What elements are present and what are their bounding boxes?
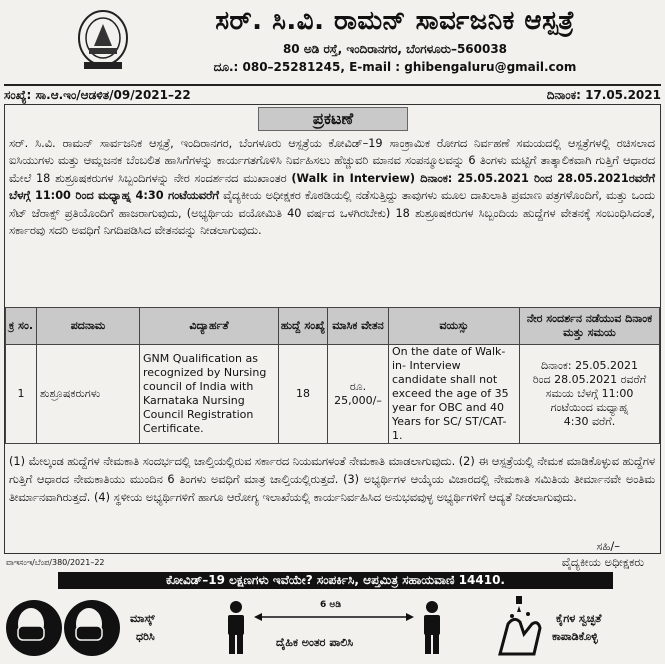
distance-guideline [224,592,444,664]
header-count: ಹುದ್ದೆ ಸಂಖ್ಯೆ [279,308,328,345]
signature: ಸಹಿ/– [596,539,620,553]
header-schedule: ನೇರ ಸಂದರ್ಶನ ನಡೆಯುವ ದಿನಾಂಕ ಮತ್ತು ಸಮಯ [520,308,660,345]
mask-label-2: ಧರಿಸಿ [136,630,155,643]
hospital-address: 80 ಅಡಿ ರಸ್ತೆ, ಇಂದಿರಾನಗರ, ಬೆಂಗಳೂರು–560038 [282,42,508,56]
schedule-line-1: ದಿನಾಂಕ: 25.05.2021 [540,359,639,372]
signatory-designation: ವೈದ್ಯಕೀಯ ಅಧೀಕ್ಷಕರು [561,555,644,569]
schedule-line-3: ಸಮಯ ಬೆಳಗ್ಗೆ 11:00 [545,387,634,400]
table-row [6,345,660,444]
publication-reference: ವಾಇಸಂಇ/ಬೆಂಪ/380/2021–22 [6,558,105,567]
vacancy-table [5,307,660,444]
cell-qualification: GNM Qualification as recognized by Nursing council of India with Karnataka Nursing Council Registration Certificate. [140,345,279,444]
letterhead [0,0,665,82]
schedule-line-4: ಗಂಟೆಯಿಂದ ಮಧ್ಯಾಹ್ನ [550,401,629,414]
covid-helpline-banner: ಕೋವಿಡ್–19 ಲಕ್ಷಣಗಳು ಇವೆಯೇ? ಸಂಪರ್ಕಿಸಿ, ಆಪ್ತಮಿತ್ರ ಸಹಾಯವಾಣಿ 14410. [58,572,613,589]
person-right-icon [420,600,444,656]
header-qualification: ವಿದ್ಯಾರ್ಹತೆ [140,308,279,345]
terms-paragraph: (1) ಮೇಲ್ಕಂಡ ಹುದ್ದೆಗಳ ನೇಮಕಾತಿ ಸಂದರ್ಭದಲ್ಲಿ ಚಾಲ್ತಿಯಲ್ಲಿರುವ ಸರ್ಕಾರದ ನಿಯಮಗಳಂತೆ ನೇಮಕಾತಿ ಮಾಡಲಾಗುವುದು. (2) ಈ ಆಸ್ಪತ್ರೆಯಲ್ಲಿ ನೇಮಕ ಮಾಡಿಕೊಳ್ಳುವ ಹುದ್ದೆಗಳ ಗುತ್ತಿಗೆ ಆಧಾರದ ನೇಮಕಾತಿಯು ಮುಂದಿನ 6 ತಿಂಗಳು ಅವಧಿಗೆ ಮಾತ್ರ ಚಾಲ್ತಿಯಲ್ಲಿರುತ್ತದೆ. (3) ಅಭ್ಯರ್ಥಿಗಳ ಆಯ್ಕೆಯ ವಿಚಾರದಲ್ಲಿ ನೇಮಕಾತಿ ಸಮಿತಿಯ ತೀರ್ಮಾನವೇ ಅಂತಿಮ ತೀರ್ಮಾನವಾಗಿರುತ್ತದೆ. (4) ಸ್ಥಳೀಯ ಅಭ್ಯರ್ಥಿಗಳಿಗೆ ಹಾಗೂ ಆರೋಗ್ಯ ಇಲಾಖೆಯಲ್ಲಿ ಕಾರ್ಯನಿರ್ವಹಿಸಿದ ಅನುಭವವುಳ್ಳ ಅಭ್ಯರ್ಥಿಗಳಿಗೆ ಆದ್ಯತೆ ನೀಡಲಾಗುವುದು. [9,455,655,504]
reference-number: ಸಂಖ್ಯೆ: ಸಾ.ಆ.ಇಂ/ಆಡಳಿತ/09/2021–22 [4,88,191,102]
notice-title: ಪ್ರಕಟಣೆ [258,107,408,131]
cell-count: 18 [279,345,328,444]
handwash-label-2: ಕಾಪಾಡಿಕೊಳ್ಳಿ [552,630,598,643]
masked-faces-icon [4,598,122,660]
schedule-line-2: ರಿಂದ 28.05.2021 ರವರೆಗೆ [532,373,647,386]
reference-row [4,84,661,104]
handwash-icon [490,594,550,658]
distance-value: 6 ಅಡಿ [320,600,341,610]
hospital-name: ಸರ್. ಸಿ.ವಿ. ರಾಮನ್ ಸಾರ್ವಜನಿಕ ಆಸ್ಪತ್ರೆ [215,6,575,36]
mask-label-1: ಮಾಸ್ಕ್ [130,612,155,625]
karnataka-emblem-icon [74,8,132,72]
header-sl: ಕ್ರ ಸಂ. [6,308,37,345]
header-salary: ಮಾಸಿಕ ವೇತನ [328,308,389,345]
cell-age: On the date of Walk-in- Interview candidate shall not exceed the age of 35 year for OBC and 40 Years for SC/ ST/CAT-1. [389,345,520,444]
mask-guideline [4,592,204,664]
schedule-line-5: 4:30 ವರೆಗೆ. [563,415,616,428]
table-header-row [6,308,660,345]
handwash-label-1: ಕೈಗಳ ಸ್ವಚ್ಛತೆ [556,612,602,625]
paragraph-part-2: ವೈದ್ಯಕೀಯ ಅಧೀಕ್ಷಕರ ಕೊಠಡಿಯಲ್ಲಿ ನಡೆಸುತ್ತಿದ್ದು ತಾವುಗಳು ಮೂಲ ದಾಖಲಾತಿ ಪ್ರಮಾಣ ಪತ್ರಗಳೊಂದಿಗೆ, ಮತ್ತು ಒಂದು ಸೆಟ್ ಜೆರಾಕ್ಸ್ ಪ್ರತಿಯೊಂದಿಗೆ ಹಾಜರಾಗುವುದು, (ಅಭ್ಯರ್ಥಿಯ ವಯೋಮಿತಿ 40 ವರ್ಷದ ಒಳಗಿರಬೇಕು) 18 ಶುಶ್ರೂಷಕರುಗಳ ಸಿಬ್ಬಂದಿಯ ಹುದ್ದೆಗಳ ವೇತನಕ್ಕೆ ಸಂಬಂಧಿಸಿದಂತೆ, ಸರ್ಕಾರವು ಸದರಿ ಅವಧಿಗೆ ನಿಗದಿಪಡಿಸಿದ ವೇತನವನ್ನು ನೀಡಲಾಗುವುದು. [9,189,655,238]
notice-paragraph [9,135,655,239]
cell-sl: 1 [6,345,37,444]
cell-salary: ರೂ. 25,000/– [328,345,389,444]
hospital-contact: ದೂ.: 080–25281245, E-mail : ghibengaluru@gmail.com [213,60,577,74]
distance-label: ದೈಹಿಕ ಅಂತರ ಪಾಲಿಸಿ [276,636,354,649]
header-age: ವಯಸ್ಸು [389,308,520,345]
handwash-guideline [490,592,665,664]
cell-schedule [520,345,660,444]
notice-date: ದಿನಾಂಕ: 17.05.2021 [546,88,661,102]
walkin-schedule: (Walk in Interview) ದಿನಾಂಕ: 25.05.2021 ರಿಂದ 28.05.2021ರವರೆಗೆ ಬೆಳಗ್ಗೆ 11:00 ರಿಂದ ಮಧ್ಯಾಹ್ನ 4:30 ಗಂಟೆಯವರೆಗೆ [9,171,655,203]
distance-arrow-icon [254,612,414,622]
paragraph-part-1: ಸರ್. ಸಿ.ವಿ. ರಾಮನ್ ಸಾರ್ವಜನಿಕ ಆಸ್ಪತ್ರೆ, ಇಂದಿರಾನಗರ, ಬೆಂಗಳೂರು ಆಸ್ಪತ್ರೆಯ ಕೋವಿಡ್–19 ಸಾಂಕ್ರಾಮಿಕ ರೋಗದ ನಿರ್ವಹಣೆ ಸಮಯದಲ್ಲಿ ಆಸ್ಪತ್ರೆಗಳಲ್ಲಿ ರಚಿಸಲಾದ ಐಸಿಯುಗಳು ಮತ್ತು ಆಮ್ಲಜನಕ ಬೆಂಬಲಿತ ಹಾಸಿಗೆಗಳನ್ನು ಕಾರ್ಯಗತಗೊಳಿಸಿ ನಿರ್ವಹಿಸಲು ಹೆಚ್ಚುವರಿ ಮಾನವ ಸಂಪನ್ಮೂಲವನ್ನು 6 ತಿಂಗಳು ಮಟ್ಟಿಗೆ ತಾತ್ಕಾಲಿಕವಾಗಿ ಗುತ್ತಿಗೆ ಆಧಾರದ ಮೇಲೆ 18 ಶುಶ್ರೂಷಕರುಗಳ ಸಿಬ್ಬಂದಿಗಳನ್ನು ನೇರ ಸಂದರ್ಶನದ ಮುಖಾಂತರ [9,137,655,185]
header-post: ಪದನಾಮ [37,308,140,345]
covid-guidelines-strip [0,592,665,664]
cell-post: ಶುಶ್ರೂಷಕರುಗಳು [37,345,140,444]
person-left-icon [224,600,248,656]
